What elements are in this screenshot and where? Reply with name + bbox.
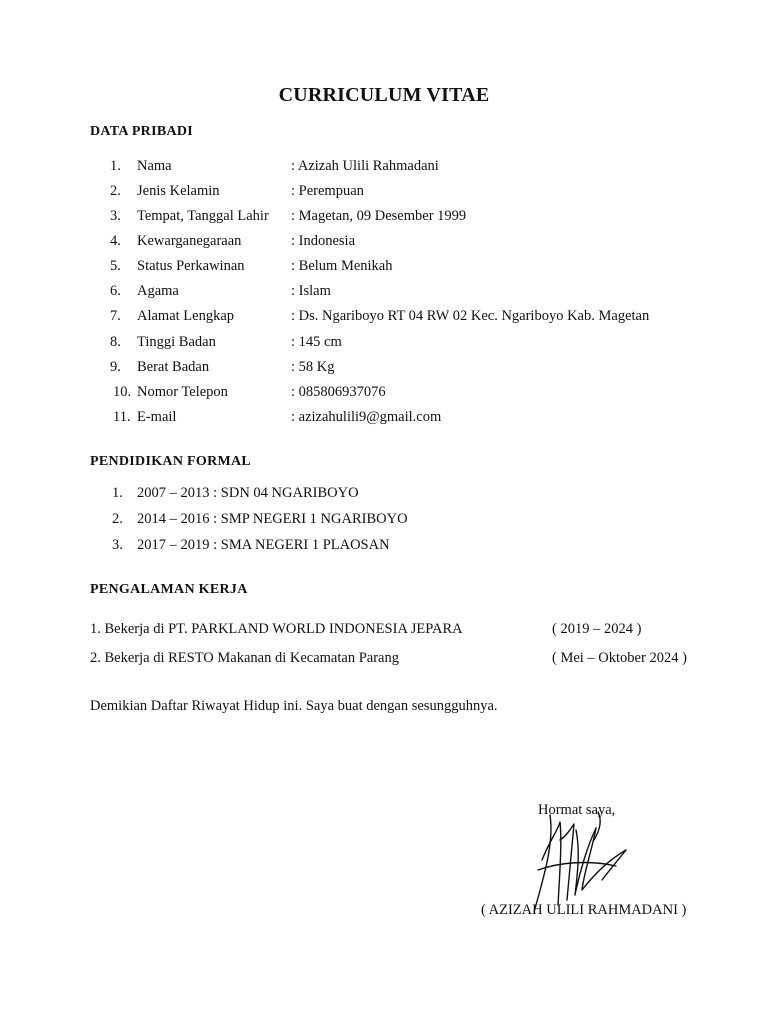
row-number: 3. (110, 208, 121, 224)
row-value: : Perempuan (291, 183, 364, 199)
row-value: : Belum Menikah (291, 258, 393, 274)
row-number: 1. (110, 158, 121, 174)
education-number: 2. (112, 511, 123, 527)
row-number: 7. (110, 308, 121, 324)
row-number: 6. (110, 283, 121, 299)
row-number: 11. (113, 409, 131, 425)
row-value: : Indonesia (291, 233, 356, 249)
row-label: Agama (137, 283, 179, 299)
row-value: : azizahulili9@gmail.com (291, 409, 442, 425)
experience-item-period: ( 2019 – 2024 ) (552, 621, 642, 637)
row-label: Kewarganegaraan (137, 233, 242, 249)
education-text: 2014 – 2016 : SMP NEGERI 1 NGARIBOYO (137, 511, 408, 527)
personal-heading: DATA PRIBADI (90, 124, 194, 139)
row-label: E-mail (137, 409, 177, 425)
row-value: : 145 cm (291, 334, 342, 350)
experience-item-text: 2. Bekerja di RESTO Makanan di Kecamatan Parang (90, 650, 399, 666)
education-heading: PENDIDIKAN FORMAL (90, 454, 252, 469)
row-value: : Islam (291, 283, 331, 299)
page-title: CURRICULUM VITAE (278, 84, 490, 106)
experience-item-period: ( Mei – Oktober 2024 ) (552, 650, 687, 666)
education-text: 2007 – 2013 : SDN 04 NGARIBOYO (137, 485, 359, 501)
row-value: : Azizah Ulili Rahmadani (291, 158, 439, 174)
education-number: 3. (112, 537, 123, 553)
row-label: Nomor Telepon (137, 384, 228, 400)
experience-item-text: 1. Bekerja di PT. PARKLAND WORLD INDONESIA JEPARA (90, 621, 463, 637)
row-label: Nama (137, 158, 172, 174)
row-label: Tinggi Badan (137, 334, 216, 350)
row-number: 2. (110, 183, 121, 199)
row-value: : 58 Kg (291, 359, 335, 375)
row-label: Tempat, Tanggal Lahir (137, 208, 269, 224)
row-label: Berat Badan (137, 359, 210, 375)
signature-greeting: Hormat saya, (538, 802, 616, 818)
row-label: Jenis Kelamin (137, 183, 220, 199)
row-number: 4. (110, 233, 121, 249)
row-value: : Magetan, 09 Desember 1999 (291, 208, 467, 224)
row-label: Alamat Lengkap (137, 308, 235, 324)
experience-heading: PENGALAMAN KERJA (90, 582, 248, 597)
row-number: 9. (110, 359, 121, 375)
education-number: 1. (112, 485, 123, 501)
row-value: : 085806937076 (291, 384, 386, 400)
closing-statement: Demikian Daftar Riwayat Hidup ini. Saya buat dengan sesungguhnya. (90, 698, 498, 714)
row-number: 5. (110, 258, 121, 274)
row-value: : Ds. Ngariboyo RT 04 RW 02 Kec. Ngariboyo Kab. Magetan (291, 308, 650, 324)
row-number: 10. (113, 384, 132, 400)
education-text: 2017 – 2019 : SMA NEGERI 1 PLAOSAN (137, 537, 390, 553)
row-number: 8. (110, 334, 121, 350)
row-label: Status Perkawinan (137, 258, 245, 274)
signer-name: ( AZIZAH ULILI RAHMADANI ) (481, 902, 687, 918)
